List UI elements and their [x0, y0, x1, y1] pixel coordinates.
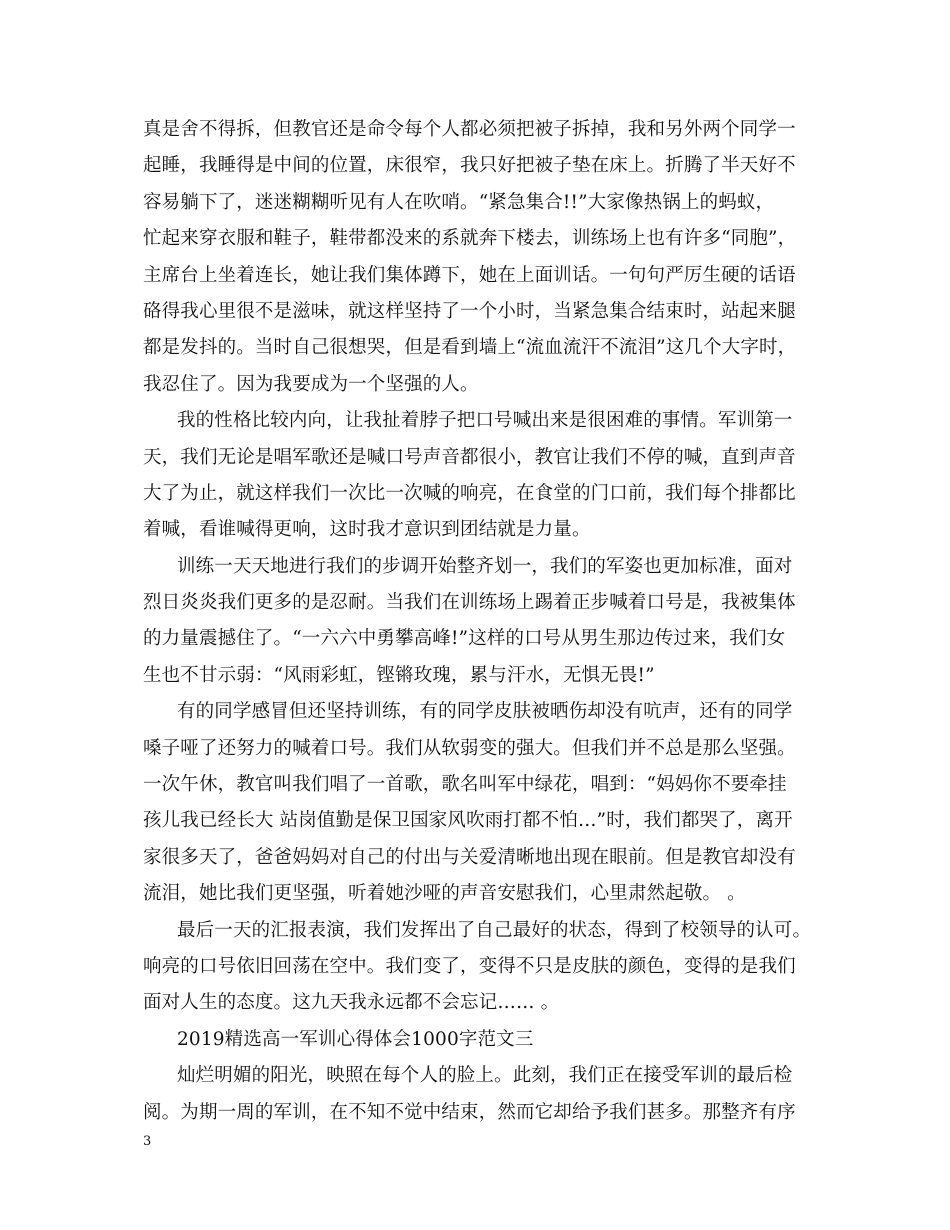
text-line: 大了为止，就这样我们一次比一次喊的响亮，在食堂的门口前，我们每个排都比 — [143, 482, 796, 504]
text-line: 天，我们无论是唱军歌还是喊口号声音都很小，教官让我们不停的喊，直到声音 — [143, 446, 796, 468]
text-line: 流泪，她比我们更坚强，听着她沙哑的声音安慰我们，心里肃然起敬。 。 — [143, 883, 746, 905]
text-line: 都是发抖的。当时自己很想哭，但是看到墙上“流血流汗不流泪”这几个大字时， — [143, 337, 797, 359]
page-number: 3 — [143, 1134, 152, 1149]
text-line: 我忍住了。因为我要成为一个坚强的人。 — [143, 373, 479, 395]
text-line: 硌得我心里很不是滋味，就这样坚持了一个小时，当紧急集合结束时，站起来腿 — [143, 300, 796, 322]
text-line: 着喊，看谁喊得更响，这时我才意识到团结就是力量。 — [143, 519, 591, 541]
text-line: 孩儿我已经长大 站岗值勤是保卫国家风吹雨打都不怕…”时，我们都哭了，离开 — [143, 810, 793, 832]
text-line: 我的性格比较内向，让我扯着脖子把口号喊出来是很困难的事情。军训第一 — [177, 410, 793, 432]
text-line: 真是舍不得拆，但教官还是命令每个人都必须把被子拆掉，我和另外两个同学一 — [143, 119, 796, 140]
text-line: 起睡，我睡得是中间的位置，床很窄，我只好把被子垫在床上。折腾了半天好不 — [143, 155, 796, 177]
text-line: 生也不甘示弱：“风雨彩虹，铿锵玫瑰，累与汗水，无惧无畏!” — [143, 664, 655, 686]
text-line: 容易躺下了，迷迷糊糊听见有人在吹哨。“紧急集合!!”大家像热锅上的蚂蚁， — [143, 191, 775, 213]
text-line: 最后一天的汇报表演，我们发挥出了自己最好的状态，得到了校领导的认可。 — [177, 919, 812, 941]
body-text — [143, 112, 815, 1131]
text-line: 响亮的口号依旧回荡在空中。我们变了，变得不只是皮肤的颜色，变得的是我们 — [143, 955, 796, 977]
text-line: 的力量震撼住了。“一六六中勇攀高峰!”这样的口号从男生那边传过来，我们女 — [143, 628, 786, 650]
text-line: 一次午休，教官叫我们唱了一首歌，歌名叫军中绿花，唱到：“妈妈你不要牵挂 — [143, 774, 787, 796]
text-line: 阅。为期一周的军训，在不知不觉中结束，然而它却给予我们甚多。那整齐有序 — [143, 1101, 796, 1123]
text-line: 有的同学感冒但还坚持训练，有的同学皮肤被晒伤却没有吭声，还有的同学 — [177, 701, 793, 723]
text-line: 嗓子哑了还努力的喊着口号。我们从软弱变的强大。但我们并不总是那么坚强。 — [143, 737, 796, 759]
text-line: 训练一天天地进行我们的步调开始整齐划一，我们的军姿也更加标准，面对 — [177, 555, 793, 577]
text-line: 灿烂明媚的阳光，映照在每个人的脸上。此刻，我们正在接受军训的最后检 — [177, 1065, 793, 1087]
text-line: 忙起来穿衣服和鞋子，鞋带都没来的系就奔下楼去，训练场上也有许多“同胞”， — [143, 228, 797, 250]
text-line: 家很多天了，爸爸妈妈对自己的付出与关爱清晰地出现在眼前。但是教官却没有 — [143, 846, 796, 868]
text-line: 烈日炎炎我们更多的是忍耐。当我们在训练场上踢着正步喊着口号是，我被集体 — [143, 592, 796, 614]
text-line: 主席台上坐着连长，她让我们集体蹲下，她在上面训话。一句句严厉生硬的话语 — [143, 264, 796, 286]
text-line: 2019精选高一军训心得体会1000字范文三 — [177, 1028, 534, 1050]
text-line: 面对人生的态度。这九天我永远都不会忘记…… 。 — [143, 992, 560, 1014]
